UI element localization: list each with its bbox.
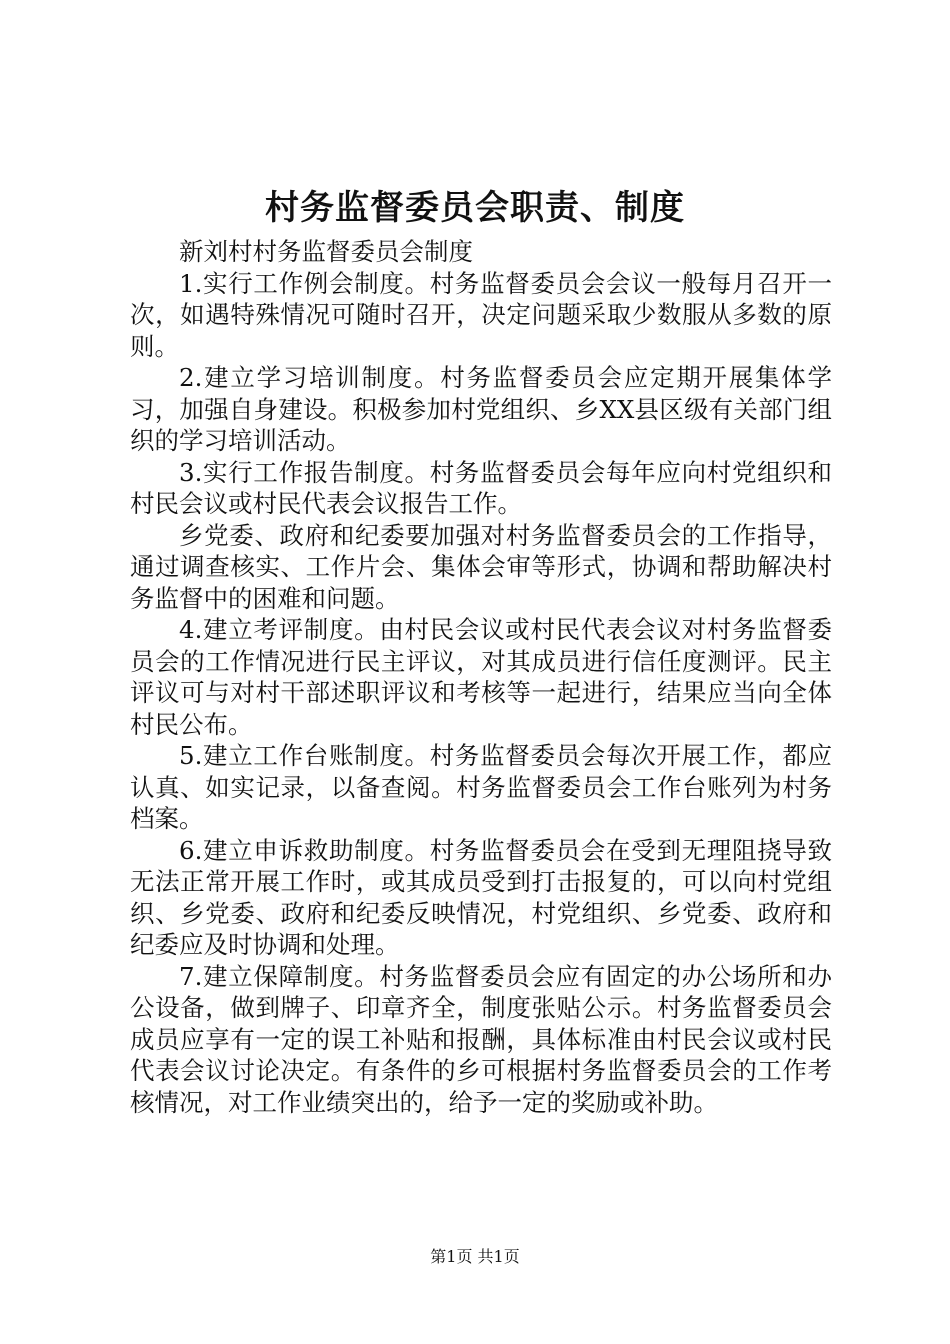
paragraph-item-1: 1.实行工作例会制度。村务监督委员会会议一般每月召开一次，如遇特殊情况可随时召开，决定问题采取少数服从多数的原则。 [130, 268, 832, 361]
paragraph-item-2: 2.建立学习培训制度。村务监督委员会应定期开展集体学习，加强自身建设。积极参加村党组织、乡XX县区级有关部门组织的学习培训活动。 [130, 363, 832, 455]
paragraph-guidance: 乡党委、政府和纪委要加强对村务监督委员会的工作指导，通过调查核实、工作片会、集体会审等形式，协调和帮助解决村务监督中的困难和问题。 [130, 520, 832, 613]
page-footer: 第1页 共1页 [430, 1247, 520, 1266]
paragraph-item-4: 4.建立考评制度。由村民会议或村民代表会议对村务监督委员会的工作情况进行民主评议，对其成员进行信任度测评。民主评议可与对村干部述职评议和考核等一起进行，结果应当向全体村民公布。 [130, 615, 832, 739]
paragraph-subtitle: 新刘村村务监督委员会制度 [179, 237, 473, 266]
document-title: 村务监督委员会职责、制度 [265, 188, 685, 228]
paragraph-item-7: 7.建立保障制度。村务监督委员会应有固定的办公场所和办公设备，做到牌子、印章齐全，制度张贴公示。村务监督委员会成员应享有一定的误工补贴和报酬，具体标准由村民会议或村民代表会议讨论决定。有条件的乡可根据村务监督委员会的工作考核情况，对工作业绩突出的，给予一定的奖励或补助。 [130, 961, 832, 1117]
paragraph-item-6: 6.建立申诉救助制度。村务监督委员会在受到无理阻挠导致无法正常开展工作时，或其成员受到打击报复的，可以向村党组织、乡党委、政府和纪委反映情况，村党组织、乡党委、政府和纪委应及时协调和处理。 [130, 835, 832, 959]
document-body [130, 236, 832, 1118]
paragraph-item-5: 5.建立工作台账制度。村务监督委员会每次开展工作，都应认真、如实记录，以备查阅。村务监督委员会工作台账列为村务档案。 [130, 741, 832, 833]
paragraph-item-3: 3.实行工作报告制度。村务监督委员会每年应向村党组织和村民会议或村民代表会议报告工作。 [130, 457, 832, 518]
